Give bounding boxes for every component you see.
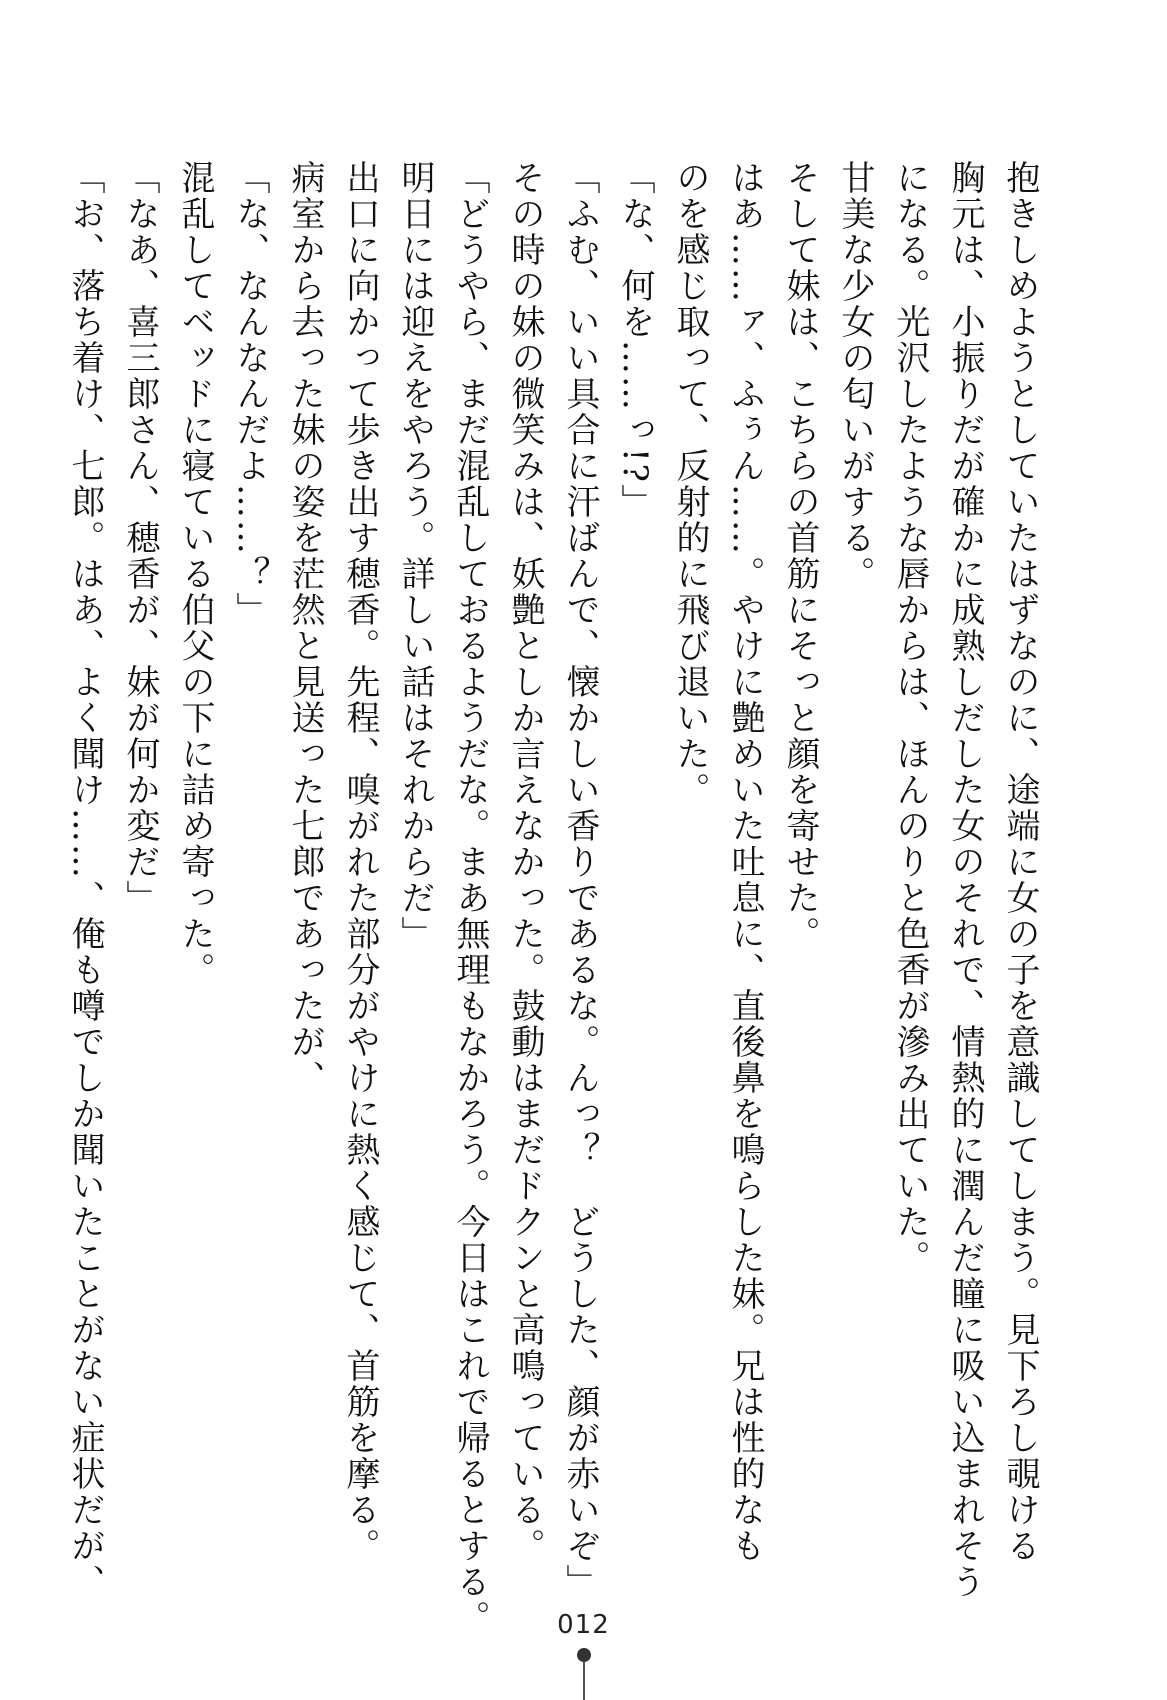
page-number: 012 xyxy=(557,1610,610,1640)
text-line: はあ……ァ、ふぅん……。やけに艶めいた吐息に、直後鼻を鳴らした妹。兄は性的なも xyxy=(725,160,765,1564)
text-line: 「な、何を……っ!?」 xyxy=(615,160,655,520)
text-line: 「お、落ち着け、七郎。はあ、よく聞け……、俺も噂でしか聞いたことがない症状だが、 xyxy=(65,160,105,1600)
text-line: 「どうやら、まだ混乱しておるようだな。まあ無理もなかろう。今日はこれで帰るとする。 xyxy=(450,160,490,1636)
text-line: 胸元は、小振りだが確かに成熟しだした女のそれで、情熱的に潤んだ瞳に吸い込まれそう xyxy=(945,160,985,1600)
text-line: のを感じ取って、反射的に飛び退いた。 xyxy=(670,160,710,808)
text-line: 混乱してベッドに寝ている伯父の下に詰め寄った。 xyxy=(175,160,215,988)
text-line: そして妹は、こちらの首筋にそっと顔を寄せた。 xyxy=(780,160,820,952)
text-line: その時の妹の微笑みは、妖艶としか言えなかった。鼓動はまだドクンと高鳴っている。 xyxy=(505,160,545,1564)
text-line: 「なあ、喜三郎さん、穂香が、妹が何か変だ」 xyxy=(120,160,160,916)
folio-dot-ornament xyxy=(577,1648,591,1662)
text-line: 「ふむ、いい具合に汗ばんで、懐かしい香りであるな。んっ？ どうした、顔が赤いぞ」 xyxy=(560,160,600,1600)
folio-rule-ornament xyxy=(583,1662,585,1700)
text-line: 抱きしめようとしていたはずなのに、途端に女の子を意識してしまう。見下ろし覗ける xyxy=(1000,160,1040,1564)
text-line: になる。光沢したような唇からは、ほんのりと色香が滲み出ていた。 xyxy=(890,160,930,1276)
text-line: 明日には迎えをやろう。詳しい話はそれからだ」 xyxy=(395,160,435,952)
text-line: 出口に向かって歩き出す穂香。先程、嗅がれた部分がやけに熱く感じて、首筋を摩る。 xyxy=(340,160,380,1564)
text-line: 病室から去った妹の姿を茫然と見送った七郎であったが、 xyxy=(285,160,325,1096)
text-line: 甘美な少女の匂いがする。 xyxy=(835,160,875,592)
text-line: 「な、なんなんだよ……？」 xyxy=(230,160,270,628)
